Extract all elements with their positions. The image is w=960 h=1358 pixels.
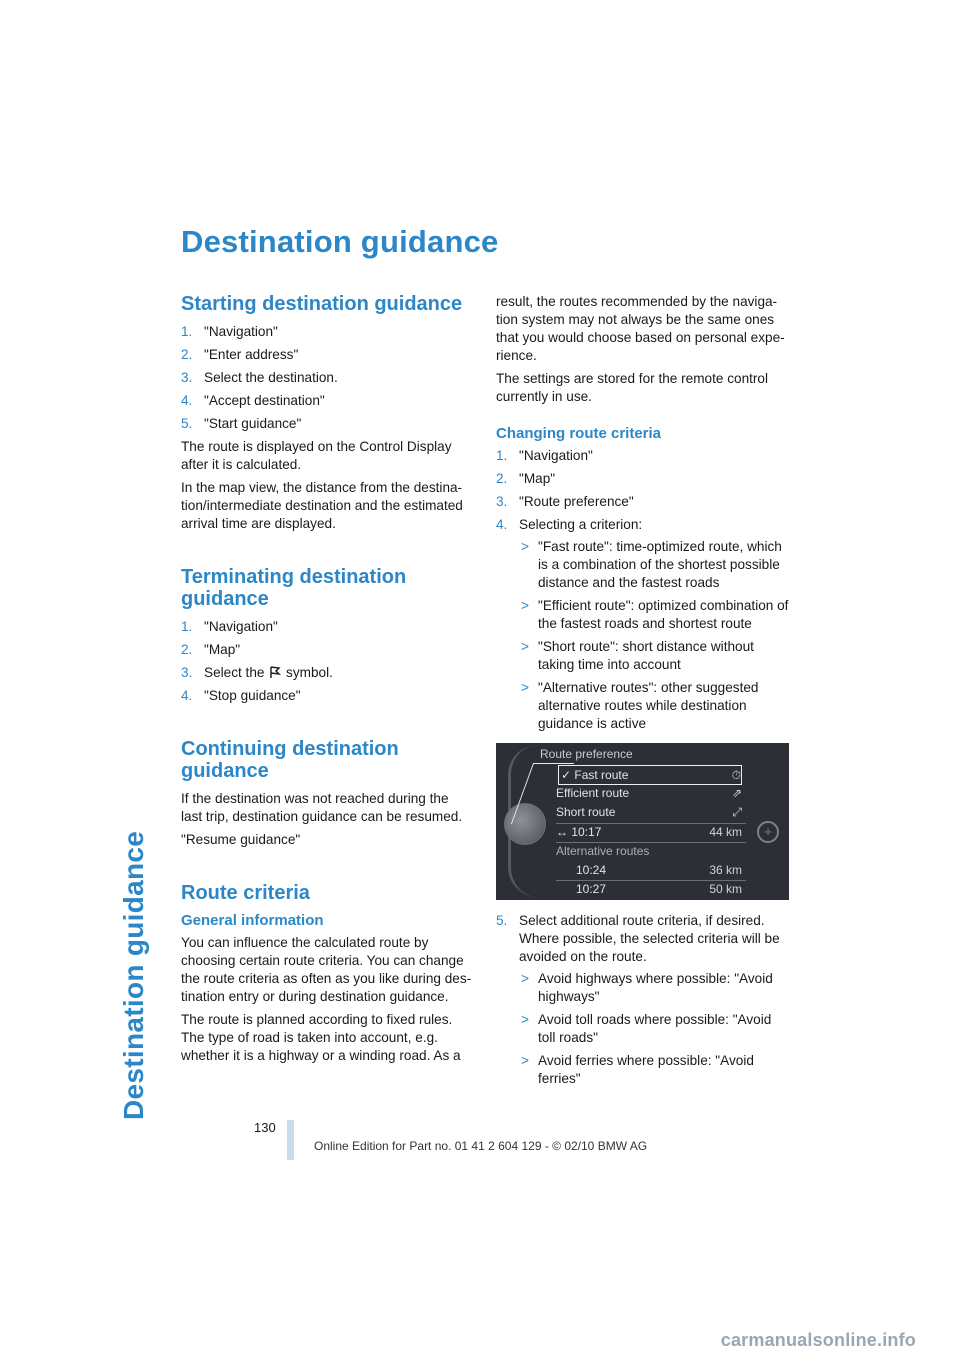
- plus-icon: +: [757, 821, 779, 843]
- list-item: > Avoid highways where possible: "Avoid highways": [521, 971, 773, 1004]
- list-item: 1. "Navigation": [181, 619, 278, 634]
- avoid-list: [519, 970, 790, 1088]
- criteria-list: [519, 538, 790, 733]
- page-number: 130: [254, 1120, 276, 1135]
- footer-bar: [287, 1120, 294, 1160]
- list-item: > "Short route": short distance without taking time into account: [521, 639, 754, 672]
- screen-row-alt-1: 10:24 36 km: [576, 863, 742, 877]
- footer-edition-text: Online Edition for Part no. 01 41 2 604 129 - © 02/10 BMW AG: [314, 1139, 648, 1153]
- short-route-icon: ⤢: [732, 805, 742, 819]
- list-item: 5. "Start guidance": [181, 416, 302, 431]
- list-item: > "Efficient route": optimized combination of the fastest roads and shortest route: [521, 598, 789, 631]
- paragraph: The settings are stored for the remote control currently in use.: [496, 371, 769, 404]
- paragraph: The route is displayed on the Control Display after it is calculated.: [181, 439, 452, 472]
- paragraph: You can influence the calculated route by choosing certain route criteria. You can change the route criteria as often as you like during des-tination entry or during destination guidance.: [181, 935, 472, 1004]
- efficient-route-icon: ⇗: [731, 786, 742, 800]
- heading-terminating: Terminating destination guidance: [181, 566, 407, 610]
- flag-icon: [268, 665, 282, 679]
- list-item: 4. Selecting a criterion: > "Fast route": time-optimized route, which is a combination of the shortest possible distance and the fastest roads > "Efficient route": optimized combination of the fastest roads and shortest route > "Short route": short distance without taking time into account > "Alternative routes": other suggested alternative routes while destination guidance is active: [496, 517, 789, 731]
- left-column: [181, 293, 473, 1070]
- screen-row-efficient-route: Efficient route ⇗: [556, 786, 742, 800]
- list-item: > Avoid ferries where possible: "Avoid ferries": [521, 1053, 754, 1086]
- screen-row-current: ↔ 10:17 44 km: [556, 825, 742, 839]
- screen-row-fast-route: ✓ Fast route ⏱: [558, 765, 742, 785]
- clock-icon: ⏱: [731, 768, 741, 782]
- heading-general-information: General information: [181, 912, 324, 929]
- heading-route-criteria: Route criteria: [181, 882, 310, 904]
- paragraph: "Resume guidance": [181, 832, 301, 847]
- paragraph: result, the routes recommended by the naviga-tion system may not always be the same ones that you would choose based on personal expe-rience.: [496, 294, 785, 363]
- list-item: > Avoid toll roads where possible: "Avoid toll roads": [521, 1012, 772, 1045]
- step-five: [496, 912, 790, 1088]
- list-item: 3. "Route preference": [496, 494, 634, 509]
- watermark: carmanualsonline.info: [720, 1330, 916, 1350]
- list-item: 4. "Stop guidance": [181, 688, 301, 703]
- screen-row-alt-2: 10:27 50 km: [576, 882, 742, 896]
- paragraph: In the map view, the distance from the destina-tion/intermediate destination and the estimated arrival time are displayed.: [181, 480, 463, 531]
- screen-title: Route preference: [540, 747, 633, 761]
- list-item: > "Alternative routes": other suggested alternative routes while destination guidance is active: [521, 680, 759, 731]
- route-preference-screenshot: [496, 743, 789, 900]
- changing-steps: [496, 447, 790, 733]
- side-chapter-tab: Destination guidance: [118, 830, 149, 1120]
- list-item: > "Fast route": time-optimized route, which is a combination of the shortest possible distance and the fastest roads: [521, 539, 782, 590]
- paragraph: The route is planned according to fixed rules. The type of road is taken into account, e.g. whether it is a highway or a winding road. As a: [181, 1012, 461, 1063]
- list-item: 2. "Enter address": [181, 347, 299, 362]
- list-item: 5. Select additional route criteria, if desired. Where possible, the selected criteria will be avoided on the route. > Avoid highways where possible: "Avoid highways" > Avoid toll roads where possible: "Avoid toll roads" > Avoid ferries where possible: "Avoid ferries": [496, 912, 790, 1088]
- list-item: 1. "Navigation": [496, 448, 593, 463]
- screen-row-short-route: Short route ⤢: [556, 805, 742, 819]
- list-item: 1. "Navigation": [181, 324, 278, 339]
- list-item: 2. "Map": [496, 471, 556, 486]
- list-item: 2. "Map": [181, 642, 241, 657]
- screen-row-alternative: Alternative routes: [556, 844, 650, 858]
- heading-changing-route-criteria: Changing route criteria: [496, 425, 662, 442]
- heading-continuing: Continuing destination guidance: [181, 738, 399, 782]
- right-column: [496, 293, 790, 1093]
- terminating-steps: [181, 618, 473, 705]
- list-item: 3. Select the symbol.: [181, 665, 333, 680]
- heading-starting: Starting destination guidance: [181, 293, 463, 315]
- chapter-title: Destination guidance: [181, 224, 499, 259]
- list-item: 4. "Accept destination": [181, 393, 325, 408]
- list-item: 3. Select the destination.: [181, 370, 338, 385]
- starting-steps: [181, 323, 473, 433]
- paragraph: If the destination was not reached during the last trip, destination guidance can be resumed.: [181, 791, 463, 824]
